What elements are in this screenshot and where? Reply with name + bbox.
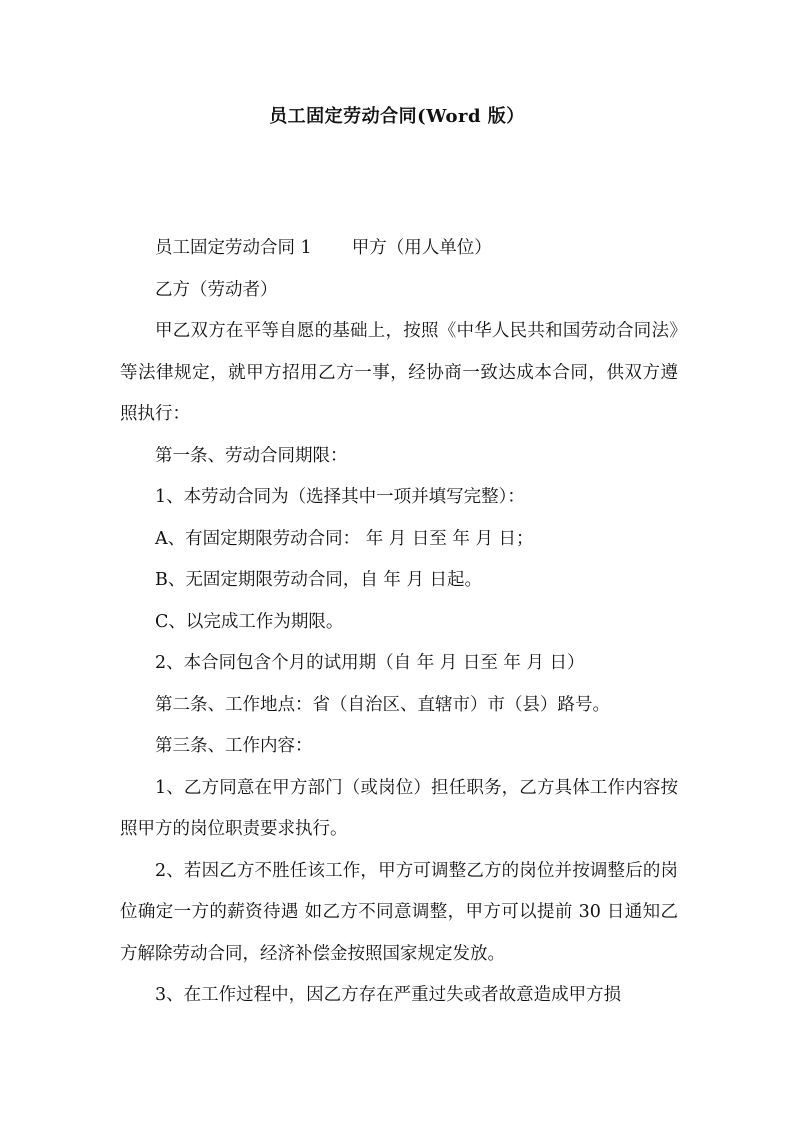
article-1-option-b: B、无固定期限劳动合同，自 年 月 日起。 [155,570,483,590]
document-title: 员工固定劳动合同(Word 版） [269,106,525,127]
party-a-label: 甲方（用人单位） [351,238,492,258]
party-b-label: 乙方（劳动者） [155,279,278,300]
article-3-item-2: 2、若因乙方不胜任该工作，甲方可调整乙方的岗位并按调整后的岗位确定一方的薪资待遇 如乙方不同意调整，甲方可以提前 30 日通知乙方解除劳动合同，经济补偿金按照国家规定发放。 [120,860,678,964]
article-3-item-1: 1、乙方同意在甲方部门（或岗位）担任职务，乙方具体工作内容按照甲方的岗位职责要求执行。 [120,777,678,839]
contract-number: 员工固定劳动合同 1 [155,238,312,258]
contract-heading-line [120,228,678,270]
article-2-paragraph: 第二条、工作地点：省（自治区、直辖市）市（县）路号。 [155,694,610,715]
article-3-item-3: 3、在工作过程中，因乙方存在严重过失或者故意造成甲方损 [155,985,622,1005]
preamble-paragraph: 甲乙双方在平等自愿的基础上，按照《中华人民共和国劳动合同法》等法律规定，就甲方招用乙方一事，经协商一致达成本合同，供双方遵照执行： [120,321,678,424]
document-body [120,228,678,1017]
article-3-heading: 第三条、工作内容： [155,736,313,756]
article-1-option-c: C、以完成工作为期限。 [155,611,344,632]
article-1-option-a: A、有固定期限劳动合同： 年 月 日至 年 月 日； [155,528,534,549]
article-1-heading: 第一条、劳动合同期限： [155,445,348,466]
article-1-item-1: 1、本劳动合同为（选择其中一项并填写完整）： [155,487,525,507]
article-1-item-2: 2、本合同包含个月的试用期（自 年 月 日至 年 月 日） [155,653,585,673]
